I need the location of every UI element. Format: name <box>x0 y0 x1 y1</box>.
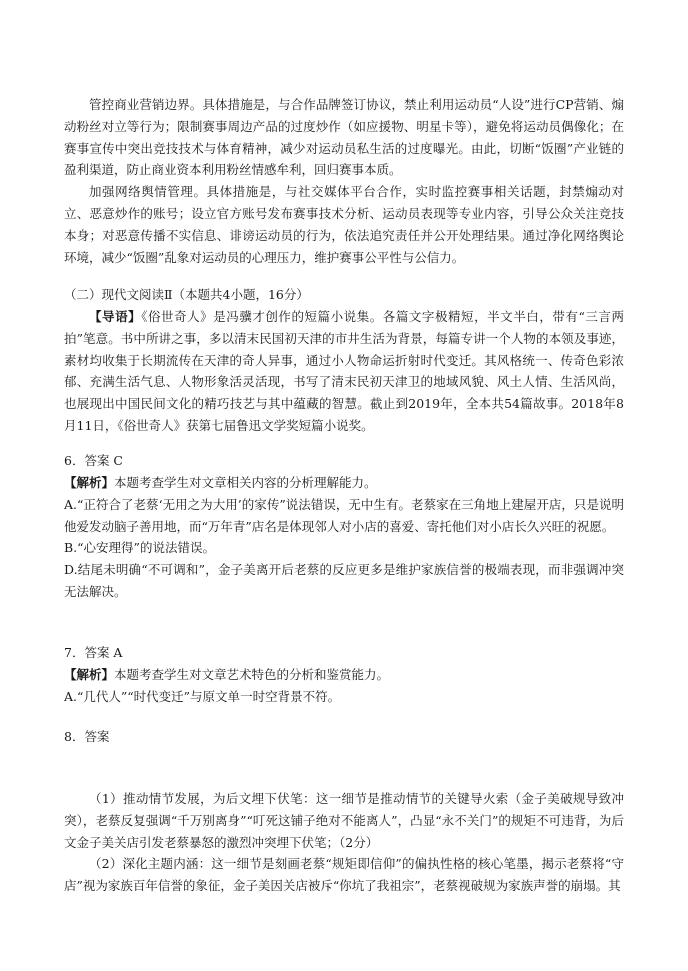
q7-analysis <box>64 664 624 686</box>
question-8 <box>64 726 624 748</box>
guide-label: 【导语】 <box>89 309 142 324</box>
paragraph-opinion: 加强网络舆情管理。具体措施是，与社交媒体平台合作，实时监控赛事相关话题，封禁煽动对立、恶意炒作的账号；设立官方账号发布赛事技术分析、运动员表现等专业内容，引导公众关注竞技本身；对恶意传播不实信息、诽谤运动员的行为，依法追究责任并公开处理结果。通过净化网络舆论环境，减少“饭圈”乱象对运动员的心理压力，维护赛事公平性与公信力。 <box>64 184 624 265</box>
q6-option-a: A.“正符合了老蔡‘无用之为大用’的家传”说法错误，无中生有。老蔡家在三角地上建屋开店，只是说明他爱发动脑子善用地，而“万年青”店名是体现邻人对小店的喜爱、寄托他们对小店长久兴旺的祝愿。 <box>64 496 624 534</box>
q7-answer: 7．答案 A <box>64 645 123 660</box>
q6-analysis <box>64 472 624 494</box>
q8-answer: 8．答案 <box>64 729 110 744</box>
section-heading: （二）现代文阅读Ⅱ（本题共4小题，16分） <box>64 287 309 302</box>
intro-section <box>64 94 624 268</box>
question-6 <box>64 450 624 603</box>
section-two <box>64 284 624 437</box>
q8-point-1: （1）推动情节发展，为后文埋下伏笔：这一细节是推动情节的关键导火索（金子美破规导致冲突），老蔡反复强调“千万别离身”“叮死这铺子绝对不能离人”，凸显“永不关门”的规矩不可违背，为后文金子美关店引发老蔡暴怒的激烈冲突埋下伏笔；（2分） <box>64 791 624 850</box>
q8-point-2: （2）深化主题内涵：这一细节是刻画老蔡“规矩即信仰”的偏执性格的核心笔墨，揭示老蔡将“守店”视为家族百年信誉的象征，金子美因关店被斥“你坑了我祖宗”，老蔡视破规为家族声誉的崩塌。其 <box>64 856 624 894</box>
paragraph-commercial: 管控商业营销边界。具体措施是，与合作品牌签订协议，禁止利用运动员“人设”进行CP营销、煽动粉丝对立等行为；限制赛事周边产品的过度炒作（如应援物、明星卡等），避免将运动员偶像化；在赛事宣传中突出竞技技术与体育精神，减少对运动员私生活的过度曝光。由此，切断“饭圈”产业链的盈利渠道，防止商业资本利用粉丝情感牟利，回归赛事本质。 <box>64 97 624 178</box>
question-8-body <box>64 788 624 897</box>
q6-option-b: B.“心安理得”的说法错误。 <box>64 540 215 556</box>
q6-analysis-text: 本题考查学生对文章相关内容的分析理解能力。 <box>114 475 377 490</box>
guide-paragraph <box>64 306 624 437</box>
q6-analysis-label: 【解析】 <box>64 475 115 490</box>
q6-option-d: D.结尾未明确“不可调和”，金子美离开后老蔡的反应更多是维护家族信誉的极端表现，而非强调冲突无法解决。 <box>64 562 624 599</box>
q7-option-a: A.“几代人”“时代变迁”与原文单一时空背景不符。 <box>64 688 341 704</box>
guide-text: 《俗世奇人》是冯骥才创作的短篇小说集。各篇文字极精短，半文半白，带有“三言两拍”笔意。书中所讲之事，多以清末民国初天津的市井生活为背景，每篇专讲一个人物的本领及事迹，素材均收集于长期流传在天津的奇人异事，通过小人物命运折射时代变迁。其风格统一、传奇色彩浓郁、充满生活气息、人物形象活灵活现，书写了清末民初天津卫的地域风貌、风土人情、生活风尚，也展现出中国民间文化的精巧技艺与其中蕴藏的智慧。截止到2019年，全本共54篇故事。2018年8月11日，《俗世奇人》获第七届鲁迅文学奖短篇小说奖。 <box>64 309 624 433</box>
question-7 <box>64 642 624 708</box>
q7-analysis-label: 【解析】 <box>64 667 115 682</box>
q7-analysis-text: 本题考查学生对文章艺术特色的分析和鉴赏能力。 <box>114 667 390 682</box>
q6-answer: 6．答案 C <box>64 453 123 468</box>
